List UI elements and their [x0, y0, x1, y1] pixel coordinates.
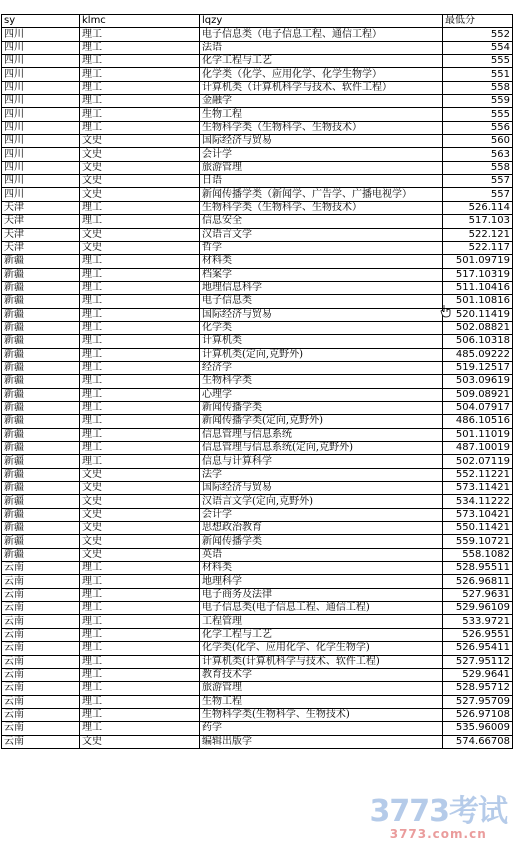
- table-row[interactable]: [2, 575, 513, 588]
- cell-major[interactable]: 工程管理: [200, 615, 443, 628]
- cell-major[interactable]: 信息管理与信息系统(定向,克野外): [200, 442, 443, 455]
- cell-major[interactable]: 国际经济与贸易: [200, 308, 443, 321]
- cell-major[interactable]: 哲学: [200, 241, 443, 254]
- table-row[interactable]: [2, 401, 513, 414]
- cell-min-score[interactable]: 563: [443, 148, 513, 161]
- cell-major[interactable]: 化学类（化学、应用化学、化学生物学）: [200, 68, 443, 81]
- cell-min-score[interactable]: 557: [443, 175, 513, 188]
- cell-province[interactable]: 新疆: [2, 255, 80, 268]
- cell-major[interactable]: 生物科学类（生物科学、生物技术）: [200, 121, 443, 134]
- cell-major[interactable]: 会计学: [200, 508, 443, 521]
- cell-min-score[interactable]: 522.121: [443, 228, 513, 241]
- cell-category[interactable]: 理工: [80, 335, 200, 348]
- cell-min-score[interactable]: 560: [443, 135, 513, 148]
- table-row[interactable]: [2, 108, 513, 121]
- table-row[interactable]: [2, 722, 513, 735]
- cell-min-score[interactable]: 487.10019: [443, 442, 513, 455]
- cell-min-score[interactable]: 528.95511: [443, 562, 513, 575]
- cell-major[interactable]: 电子信息类(电子信息工程、通信工程): [200, 602, 443, 615]
- cell-category[interactable]: 文史: [80, 175, 200, 188]
- cell-min-score[interactable]: 520.11419: [443, 308, 513, 321]
- table-row[interactable]: [2, 428, 513, 441]
- cell-category[interactable]: 文史: [80, 495, 200, 508]
- cell-category[interactable]: 文史: [80, 135, 200, 148]
- cell-min-score[interactable]: 529.9641: [443, 668, 513, 681]
- cell-min-score[interactable]: 485.09222: [443, 348, 513, 361]
- cell-min-score[interactable]: 559: [443, 95, 513, 108]
- cell-major[interactable]: 旅游管理: [200, 682, 443, 695]
- cell-province[interactable]: 四川: [2, 95, 80, 108]
- table-row[interactable]: [2, 175, 513, 188]
- cell-major[interactable]: 旅游管理: [200, 161, 443, 174]
- cell-min-score[interactable]: 550.11421: [443, 522, 513, 535]
- cell-province[interactable]: 云南: [2, 722, 80, 735]
- table-row[interactable]: [2, 668, 513, 681]
- table-row[interactable]: [2, 695, 513, 708]
- cell-major[interactable]: 思想政治教育: [200, 522, 443, 535]
- cell-category[interactable]: 理工: [80, 588, 200, 601]
- cell-category[interactable]: 理工: [80, 695, 200, 708]
- cell-min-score[interactable]: 502.08821: [443, 321, 513, 334]
- cell-province[interactable]: 新疆: [2, 348, 80, 361]
- table-row[interactable]: [2, 215, 513, 228]
- cell-province[interactable]: 新疆: [2, 401, 80, 414]
- cell-min-score[interactable]: 506.10318: [443, 335, 513, 348]
- table-row[interactable]: [2, 241, 513, 254]
- cell-category[interactable]: 文史: [80, 228, 200, 241]
- table-row[interactable]: [2, 281, 513, 294]
- cell-major[interactable]: 金融学: [200, 95, 443, 108]
- cell-major[interactable]: 计算机类(计算机科学与技术、软件工程): [200, 655, 443, 668]
- header-min-score[interactable]: 最低分: [443, 15, 513, 28]
- cell-province[interactable]: 四川: [2, 175, 80, 188]
- cell-min-score[interactable]: 552: [443, 28, 513, 41]
- cell-province[interactable]: 云南: [2, 695, 80, 708]
- table-row[interactable]: [2, 562, 513, 575]
- cell-province[interactable]: 新疆: [2, 535, 80, 548]
- table-row[interactable]: [2, 81, 513, 94]
- cell-min-score[interactable]: 502.07119: [443, 455, 513, 468]
- table-row[interactable]: [2, 28, 513, 41]
- cell-min-score[interactable]: 501.11019: [443, 428, 513, 441]
- cell-min-score[interactable]: 526.95411: [443, 642, 513, 655]
- cell-min-score[interactable]: 552.11221: [443, 468, 513, 481]
- cell-province[interactable]: 新疆: [2, 508, 80, 521]
- cell-min-score[interactable]: 555: [443, 55, 513, 68]
- cell-major[interactable]: 生物科学类: [200, 375, 443, 388]
- cell-major[interactable]: 地理信息科学: [200, 281, 443, 294]
- cell-category[interactable]: 理工: [80, 615, 200, 628]
- table-row[interactable]: [2, 602, 513, 615]
- cell-province[interactable]: 新疆: [2, 321, 80, 334]
- cell-category[interactable]: 理工: [80, 642, 200, 655]
- cell-category[interactable]: 理工: [80, 442, 200, 455]
- cell-province[interactable]: 云南: [2, 588, 80, 601]
- cell-major[interactable]: 新闻传播学类: [200, 401, 443, 414]
- cell-province[interactable]: 四川: [2, 55, 80, 68]
- cell-province[interactable]: 新疆: [2, 495, 80, 508]
- cell-province[interactable]: 新疆: [2, 268, 80, 281]
- cell-min-score[interactable]: 556: [443, 121, 513, 134]
- cell-major[interactable]: 材料类: [200, 255, 443, 268]
- table-row[interactable]: [2, 615, 513, 628]
- table-row[interactable]: [2, 228, 513, 241]
- cell-category[interactable]: 文史: [80, 522, 200, 535]
- cell-min-score[interactable]: 503.09619: [443, 375, 513, 388]
- cell-min-score[interactable]: 551: [443, 68, 513, 81]
- cell-province[interactable]: 云南: [2, 602, 80, 615]
- cell-category[interactable]: 理工: [80, 415, 200, 428]
- cell-province[interactable]: 云南: [2, 708, 80, 721]
- table-row[interactable]: [2, 188, 513, 201]
- table-row[interactable]: [2, 628, 513, 641]
- cell-province[interactable]: 四川: [2, 161, 80, 174]
- cell-major[interactable]: 生物工程: [200, 108, 443, 121]
- cell-min-score[interactable]: 517.10319: [443, 268, 513, 281]
- header-category[interactable]: klmc: [80, 15, 200, 28]
- cell-province[interactable]: 云南: [2, 628, 80, 641]
- cell-major[interactable]: 计算机类（计算机科学与技术、软件工程）: [200, 81, 443, 94]
- cell-category[interactable]: 理工: [80, 375, 200, 388]
- cell-province[interactable]: 新疆: [2, 375, 80, 388]
- cell-min-score[interactable]: 534.11222: [443, 495, 513, 508]
- cell-province[interactable]: 天津: [2, 201, 80, 214]
- cell-major[interactable]: 化学类: [200, 321, 443, 334]
- cell-category[interactable]: 理工: [80, 708, 200, 721]
- table-row[interactable]: [2, 255, 513, 268]
- cell-province[interactable]: 四川: [2, 41, 80, 54]
- cell-major[interactable]: 心理学: [200, 388, 443, 401]
- cell-min-score[interactable]: 558: [443, 161, 513, 174]
- cell-major[interactable]: 化学类(化学、应用化学、化学生物学): [200, 642, 443, 655]
- cell-category[interactable]: 理工: [80, 268, 200, 281]
- cell-province[interactable]: 新疆: [2, 455, 80, 468]
- watermark: [369, 794, 508, 841]
- cell-category[interactable]: 理工: [80, 428, 200, 441]
- table-row[interactable]: [2, 41, 513, 54]
- cell-major[interactable]: 法学: [200, 468, 443, 481]
- cell-province[interactable]: 天津: [2, 215, 80, 228]
- cell-category[interactable]: 文史: [80, 535, 200, 548]
- cell-category[interactable]: 文史: [80, 508, 200, 521]
- table-row[interactable]: [2, 535, 513, 548]
- table-row[interactable]: [2, 655, 513, 668]
- cell-major[interactable]: 日语: [200, 175, 443, 188]
- cell-major[interactable]: 材料类: [200, 562, 443, 575]
- cell-category[interactable]: 理工: [80, 95, 200, 108]
- table-row[interactable]: [2, 415, 513, 428]
- cell-province[interactable]: 四川: [2, 108, 80, 121]
- table-row[interactable]: [2, 548, 513, 561]
- cell-category[interactable]: 理工: [80, 682, 200, 695]
- cell-category[interactable]: 理工: [80, 41, 200, 54]
- cell-min-score[interactable]: 573.10421: [443, 508, 513, 521]
- cell-province[interactable]: 云南: [2, 575, 80, 588]
- cell-major[interactable]: 法语: [200, 41, 443, 54]
- cell-category[interactable]: 理工: [80, 668, 200, 681]
- cell-province[interactable]: 四川: [2, 135, 80, 148]
- cell-min-score[interactable]: 501.10816: [443, 295, 513, 308]
- header-row: [2, 15, 513, 28]
- table-row[interactable]: [2, 642, 513, 655]
- cell-major[interactable]: 国际经济与贸易: [200, 135, 443, 148]
- cell-major[interactable]: 信息管理与信息系统: [200, 428, 443, 441]
- cell-province[interactable]: 云南: [2, 642, 80, 655]
- cell-major[interactable]: 化学工程与工艺: [200, 55, 443, 68]
- table-row[interactable]: [2, 588, 513, 601]
- cell-min-score[interactable]: 528.95712: [443, 682, 513, 695]
- cell-province[interactable]: 新疆: [2, 442, 80, 455]
- cell-category[interactable]: 文史: [80, 241, 200, 254]
- cell-province[interactable]: 新疆: [2, 482, 80, 495]
- cell-major[interactable]: 信息安全: [200, 215, 443, 228]
- cell-category[interactable]: 文史: [80, 482, 200, 495]
- table-row[interactable]: [2, 361, 513, 374]
- cell-province[interactable]: 新疆: [2, 415, 80, 428]
- table-row[interactable]: [2, 121, 513, 134]
- cell-min-score[interactable]: 574.66708: [443, 735, 513, 748]
- watermark-logo: 3773考试: [369, 794, 507, 829]
- table-body: [2, 28, 513, 749]
- cell-major[interactable]: 档案学: [200, 268, 443, 281]
- cell-province[interactable]: 四川: [2, 68, 80, 81]
- table-row[interactable]: [2, 321, 513, 334]
- cell-province[interactable]: 四川: [2, 121, 80, 134]
- cell-category[interactable]: 文史: [80, 735, 200, 748]
- cell-min-score[interactable]: 554: [443, 41, 513, 54]
- cell-min-score[interactable]: 526.97108: [443, 708, 513, 721]
- cell-min-score[interactable]: 527.95709: [443, 695, 513, 708]
- cell-province[interactable]: 云南: [2, 562, 80, 575]
- cell-province[interactable]: 新疆: [2, 361, 80, 374]
- watermark-url: 3773.com.cn: [389, 827, 487, 841]
- cell-major[interactable]: 会计学: [200, 148, 443, 161]
- cell-min-score[interactable]: 535.96009: [443, 722, 513, 735]
- cell-province[interactable]: 云南: [2, 655, 80, 668]
- cell-min-score[interactable]: 501.09719: [443, 255, 513, 268]
- cell-major[interactable]: 电子信息类（电子信息工程、通信工程）: [200, 28, 443, 41]
- cell-category[interactable]: 理工: [80, 55, 200, 68]
- cell-major[interactable]: 编辑出版学: [200, 735, 443, 748]
- cell-category[interactable]: 文史: [80, 148, 200, 161]
- cell-category[interactable]: 理工: [80, 201, 200, 214]
- table-row[interactable]: [2, 161, 513, 174]
- table-row[interactable]: [2, 482, 513, 495]
- cell-min-score[interactable]: 573.11421: [443, 482, 513, 495]
- cell-category[interactable]: 理工: [80, 401, 200, 414]
- cell-major[interactable]: 生物科学类（生物科学、生物技术）: [200, 201, 443, 214]
- admission-scores-table: [1, 14, 513, 749]
- cell-category[interactable]: 理工: [80, 361, 200, 374]
- cell-province[interactable]: 新疆: [2, 295, 80, 308]
- cell-province[interactable]: 云南: [2, 735, 80, 748]
- table-row[interactable]: [2, 682, 513, 695]
- cell-min-score[interactable]: 533.9721: [443, 615, 513, 628]
- cell-min-score[interactable]: 527.95112: [443, 655, 513, 668]
- cell-min-score[interactable]: 509.08921: [443, 388, 513, 401]
- cell-min-score[interactable]: 555: [443, 108, 513, 121]
- cell-province[interactable]: 新疆: [2, 468, 80, 481]
- cell-min-score[interactable]: 526.9551: [443, 628, 513, 641]
- cell-min-score[interactable]: 517.103: [443, 215, 513, 228]
- cell-major[interactable]: 计算机类(定向,克野外): [200, 348, 443, 361]
- cell-province[interactable]: 四川: [2, 28, 80, 41]
- table-row[interactable]: [2, 455, 513, 468]
- cell-min-score[interactable]: 559.10721: [443, 535, 513, 548]
- cell-province[interactable]: 新疆: [2, 548, 80, 561]
- cell-min-score[interactable]: 526.96811: [443, 575, 513, 588]
- cell-major[interactable]: 英语: [200, 548, 443, 561]
- header-major[interactable]: lqzy: [200, 15, 443, 28]
- cell-min-score[interactable]: 558.1082: [443, 548, 513, 561]
- cell-min-score[interactable]: 527.9631: [443, 588, 513, 601]
- cell-province[interactable]: 天津: [2, 228, 80, 241]
- cell-category[interactable]: 理工: [80, 281, 200, 294]
- cell-category[interactable]: 理工: [80, 348, 200, 361]
- table-row[interactable]: [2, 442, 513, 455]
- cell-major[interactable]: 信息与计算科学: [200, 455, 443, 468]
- table-row[interactable]: [2, 201, 513, 214]
- cell-min-score[interactable]: 504.07917: [443, 401, 513, 414]
- cell-major[interactable]: 汉语言文学(定向,克野外): [200, 495, 443, 508]
- table-row[interactable]: [2, 468, 513, 481]
- cell-category[interactable]: 文史: [80, 468, 200, 481]
- cell-category[interactable]: 文史: [80, 188, 200, 201]
- cell-province[interactable]: 天津: [2, 241, 80, 254]
- cell-major[interactable]: 药学: [200, 722, 443, 735]
- cell-major[interactable]: 汉语言文学: [200, 228, 443, 241]
- table-row[interactable]: [2, 522, 513, 535]
- cell-province[interactable]: 新疆: [2, 308, 80, 321]
- cell-category[interactable]: 理工: [80, 108, 200, 121]
- cell-min-score[interactable]: 526.114: [443, 201, 513, 214]
- table-row[interactable]: [2, 295, 513, 308]
- cell-category[interactable]: 理工: [80, 388, 200, 401]
- cell-category[interactable]: 理工: [80, 215, 200, 228]
- cell-min-score[interactable]: 486.10516: [443, 415, 513, 428]
- cell-category[interactable]: 理工: [80, 628, 200, 641]
- table-row[interactable]: [2, 375, 513, 388]
- cell-major[interactable]: 新闻传播学类（新闻学、广告学、广播电视学）: [200, 188, 443, 201]
- cell-category[interactable]: 理工: [80, 602, 200, 615]
- header-province[interactable]: sy: [2, 15, 80, 28]
- cell-major[interactable]: 教育技术学: [200, 668, 443, 681]
- table-row[interactable]: [2, 335, 513, 348]
- cell-major[interactable]: 地理科学: [200, 575, 443, 588]
- cell-major[interactable]: 生物工程: [200, 695, 443, 708]
- cell-category[interactable]: 理工: [80, 321, 200, 334]
- cell-province[interactable]: 新疆: [2, 522, 80, 535]
- cell-province[interactable]: 云南: [2, 615, 80, 628]
- cell-category[interactable]: 理工: [80, 722, 200, 735]
- table-row[interactable]: [2, 388, 513, 401]
- cell-min-score[interactable]: 529.96109: [443, 602, 513, 615]
- table-row[interactable]: [2, 68, 513, 81]
- cell-major[interactable]: 电子信息类: [200, 295, 443, 308]
- cell-province[interactable]: 新疆: [2, 388, 80, 401]
- cell-min-score[interactable]: 511.10416: [443, 281, 513, 294]
- cell-category[interactable]: 理工: [80, 295, 200, 308]
- table-row[interactable]: [2, 268, 513, 281]
- table-row[interactable]: [2, 148, 513, 161]
- cell-category[interactable]: 理工: [80, 308, 200, 321]
- cell-major[interactable]: 新闻传播学类(定向,克野外): [200, 415, 443, 428]
- cell-province[interactable]: 四川: [2, 81, 80, 94]
- table-row[interactable]: [2, 508, 513, 521]
- cell-province[interactable]: 新疆: [2, 335, 80, 348]
- cell-major[interactable]: 生物科学类(生物科学、生物技术): [200, 708, 443, 721]
- table-row[interactable]: [2, 95, 513, 108]
- hand-cursor-icon: [440, 304, 452, 318]
- cell-min-score[interactable]: 557: [443, 188, 513, 201]
- cell-category[interactable]: 理工: [80, 562, 200, 575]
- table-row[interactable]: [2, 308, 513, 321]
- cell-category[interactable]: 理工: [80, 655, 200, 668]
- cell-province[interactable]: 新疆: [2, 281, 80, 294]
- cell-min-score[interactable]: 522.117: [443, 241, 513, 254]
- cell-major[interactable]: 化学工程与工艺: [200, 628, 443, 641]
- table-row[interactable]: [2, 735, 513, 748]
- cell-province[interactable]: 云南: [2, 682, 80, 695]
- cell-min-score[interactable]: 519.12517: [443, 361, 513, 374]
- cell-major[interactable]: 经济学: [200, 361, 443, 374]
- cell-major[interactable]: 新闻传播学类: [200, 535, 443, 548]
- cell-category[interactable]: 理工: [80, 575, 200, 588]
- cell-major[interactable]: 国际经济与贸易: [200, 482, 443, 495]
- cell-category[interactable]: 文史: [80, 161, 200, 174]
- cell-province[interactable]: 四川: [2, 148, 80, 161]
- table-row[interactable]: [2, 495, 513, 508]
- cell-category[interactable]: 理工: [80, 121, 200, 134]
- cell-min-score[interactable]: 558: [443, 81, 513, 94]
- table-row[interactable]: [2, 55, 513, 68]
- cell-category[interactable]: 理工: [80, 455, 200, 468]
- cell-category[interactable]: 理工: [80, 68, 200, 81]
- cell-category[interactable]: 理工: [80, 28, 200, 41]
- cell-province[interactable]: 云南: [2, 668, 80, 681]
- cell-province[interactable]: 四川: [2, 188, 80, 201]
- cell-category[interactable]: 文史: [80, 548, 200, 561]
- cell-category[interactable]: 理工: [80, 81, 200, 94]
- table-row[interactable]: [2, 135, 513, 148]
- table-row[interactable]: [2, 348, 513, 361]
- cell-major[interactable]: 计算机类: [200, 335, 443, 348]
- cell-major[interactable]: 电子商务及法律: [200, 588, 443, 601]
- table-row[interactable]: [2, 708, 513, 721]
- cell-category[interactable]: 理工: [80, 255, 200, 268]
- cell-province[interactable]: 新疆: [2, 428, 80, 441]
